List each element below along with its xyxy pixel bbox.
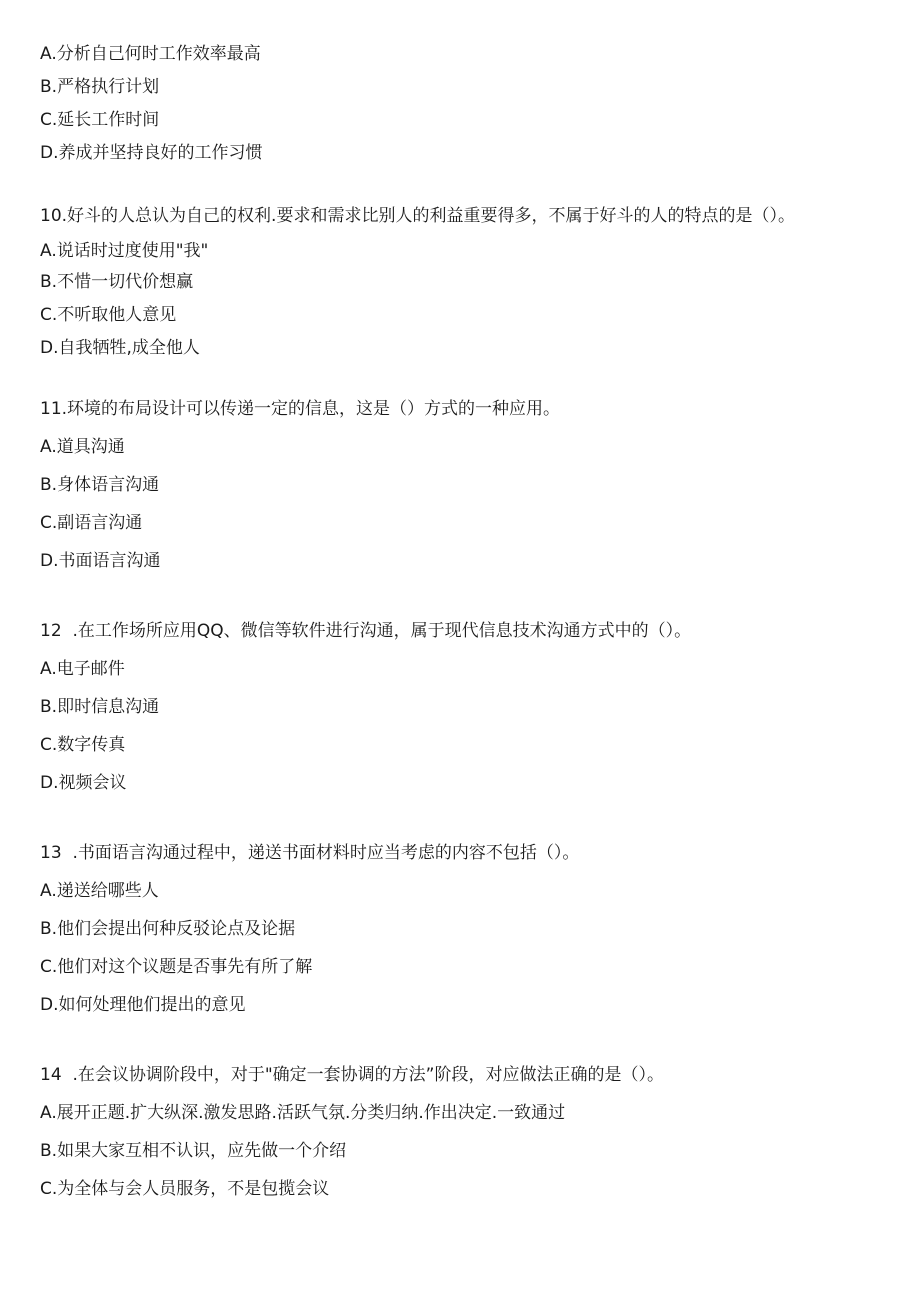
option-d: D.视频会议 <box>40 773 127 793</box>
option-a: A.递送给哪些人 <box>40 881 159 901</box>
question-12: 12 .在工作场所应用QQ、微信等软件进行沟通，属于现代信息技术沟通方式中的（）。 <box>40 621 692 641</box>
option-b: B.身体语言沟通 <box>40 475 160 495</box>
option-b: B.不惜一切代价想赢 <box>40 272 194 292</box>
option-c: C.为全体与会人员服务，不是包揽会议 <box>40 1179 330 1199</box>
option-a: A.说话时过度使用"我" <box>40 241 209 261</box>
option-d: D.如何处理他们提出的意见 <box>40 995 246 1015</box>
question-10: 10.好斗的人总认为自己的权利.要求和需求比别人的利益重要得多，不属于好斗的人的特点的是（）。 <box>40 206 795 226</box>
option-a: A.分析自己何时工作效率最高 <box>40 44 261 64</box>
option-b: B.如果大家互相不认识，应先做一个介绍 <box>40 1141 347 1161</box>
option-c: C.副语言沟通 <box>40 513 143 533</box>
option-d: D.自我牺牲,成全他人 <box>40 338 200 358</box>
option-b: B.即时信息沟通 <box>40 697 160 717</box>
question-14: 14 .在会议协调阶段中，对于"确定一套协调的方法”阶段，对应做法正确的是（）。 <box>40 1065 664 1085</box>
option-a: A.电子邮件 <box>40 659 125 679</box>
option-c: C.他们对这个议题是否事先有所了解 <box>40 957 313 977</box>
option-a: A.道具沟通 <box>40 437 125 457</box>
option-c: C.不听取他人意见 <box>40 305 177 325</box>
option-d: D.书面语言沟通 <box>40 551 161 571</box>
option-d: D.养成并坚持良好的工作习惯 <box>40 143 263 163</box>
question-13: 13 .书面语言沟通过程中，递送书面材料时应当考虑的内容不包括（）。 <box>40 843 580 863</box>
option-b: B.严格执行计划 <box>40 77 160 97</box>
option-c: C.数字传真 <box>40 735 126 755</box>
option-b: B.他们会提出何种反驳论点及论据 <box>40 919 296 939</box>
option-a: A.展开正题.扩大纵深.激发思路.活跃气氛.分类归纳.作出决定.一致通过 <box>40 1103 566 1123</box>
option-c: C.延长工作时间 <box>40 110 160 130</box>
question-11: 11.环境的布局设计可以传递一定的信息，这是（）方式的一种应用。 <box>40 399 561 419</box>
